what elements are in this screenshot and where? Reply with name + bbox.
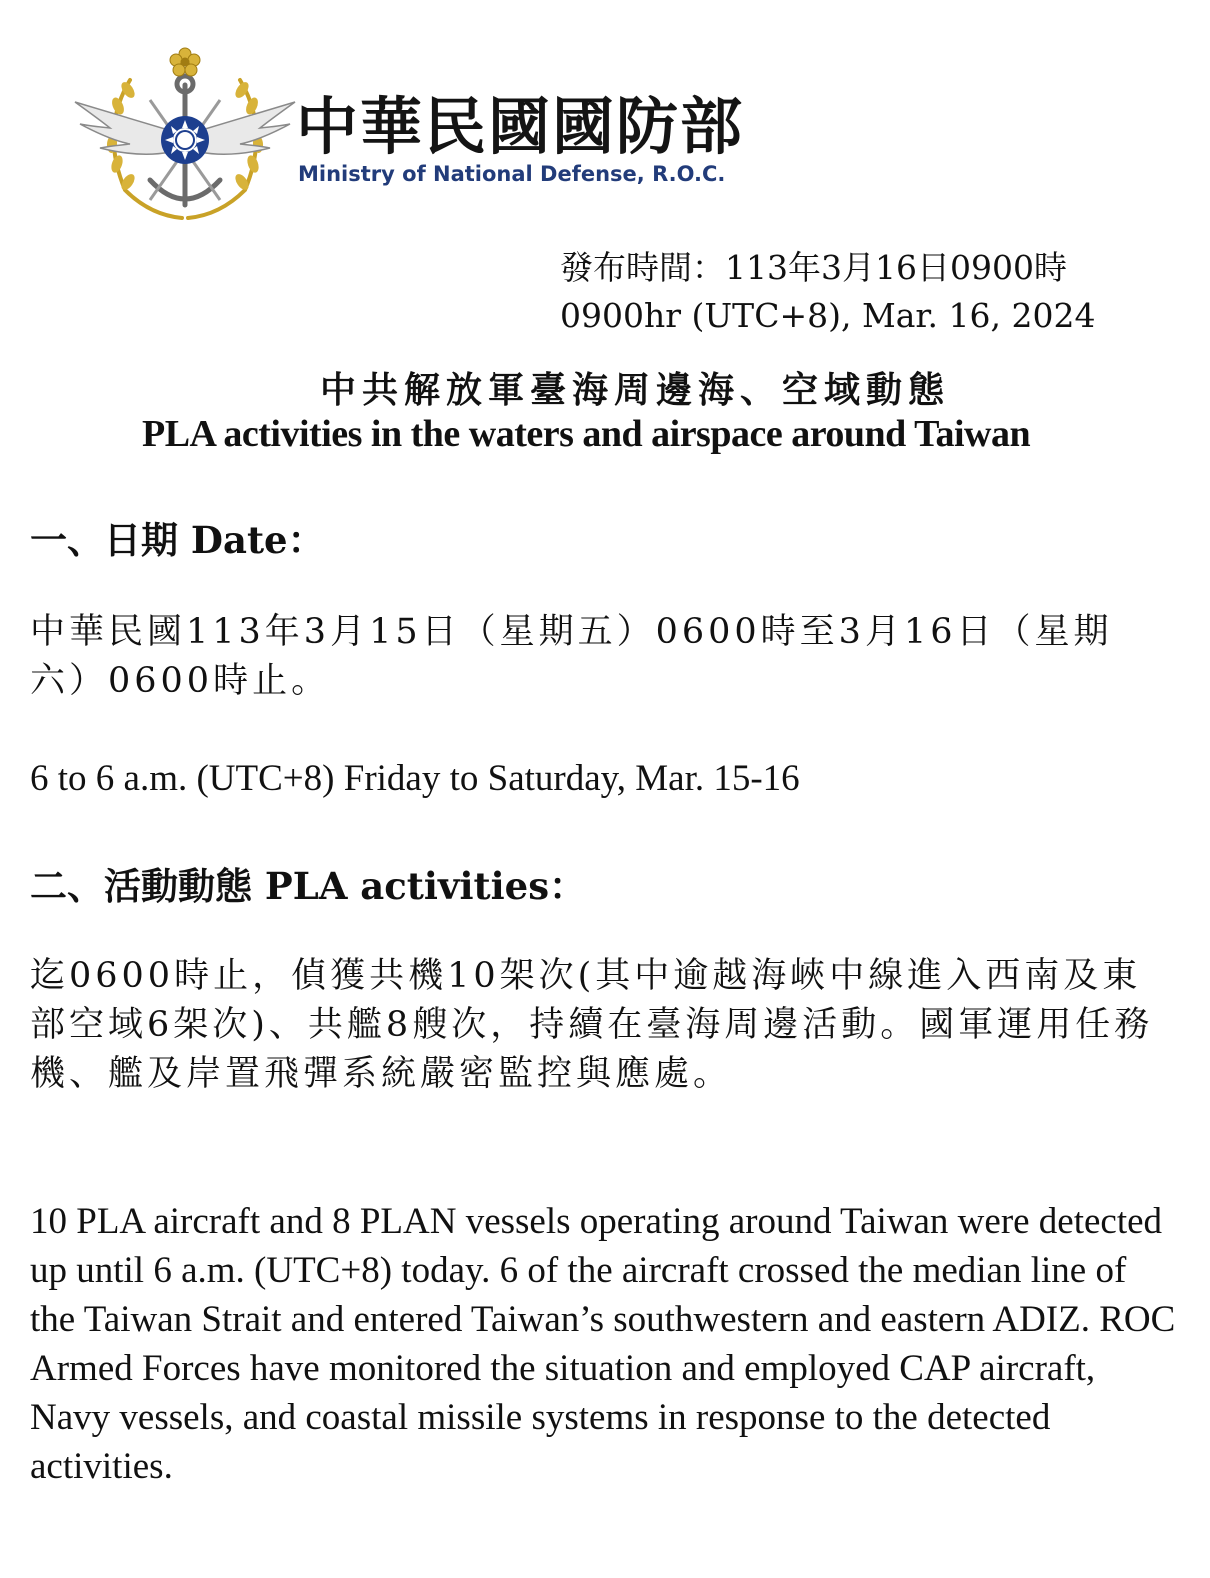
section-activities-heading: 二、活動動態 PLA activities：: [30, 864, 587, 908]
section-activities-body-english: 10 PLA aircraft and 8 PLAN vessels operating around Taiwan were detected up until 6 a.m. (UTC+8) today. 6 of the aircraft crossed the median line of the Taiwan Strait and entered Taiwan’s southwestern and eastern ADIZ. ROC Armed Forces have monitored the situation and employed CAP aircraft, Navy vessels, and coastal missile systems in response to the detected activities.: [30, 1201, 1176, 1487]
section-date-body-english: 6 to 6 a.m. (UTC+8) Friday to Saturday, Mar. 15-16: [30, 758, 800, 799]
release-time: [560, 244, 1096, 340]
document-title-chinese: 中共解放軍臺海周邊海、空域動態: [319, 369, 950, 411]
org-name-english: Ministry of National Defense, R.O.C.: [298, 162, 726, 186]
org-name-chinese: 中華民國國防部: [296, 90, 745, 163]
section-activities-body-chinese: 迄0600時止，偵獲共機10架次(其中逾越海峽中線進入西南及東部空域6架次)、共艦8艘次，持續在臺海周邊活動。國軍運用任務機、艦及岸置飛彈系統嚴密監控與應處。: [30, 956, 1154, 1094]
section-date-heading: 一、日期 Date：: [30, 518, 325, 562]
section-date-body-chinese: 中華民國113年3月15日（星期五）0600時至3月16日（星期六）0600時止。: [30, 612, 1113, 701]
document-title-english: PLA activities in the waters and airspace around Taiwan: [142, 413, 1031, 455]
release-time-chinese: 發布時間：113年3月16日0900時: [560, 248, 1067, 287]
release-time-english: 0900hr (UTC+8), Mar. 16, 2024: [560, 296, 1096, 335]
mnd-emblem-logo: [70, 40, 300, 230]
